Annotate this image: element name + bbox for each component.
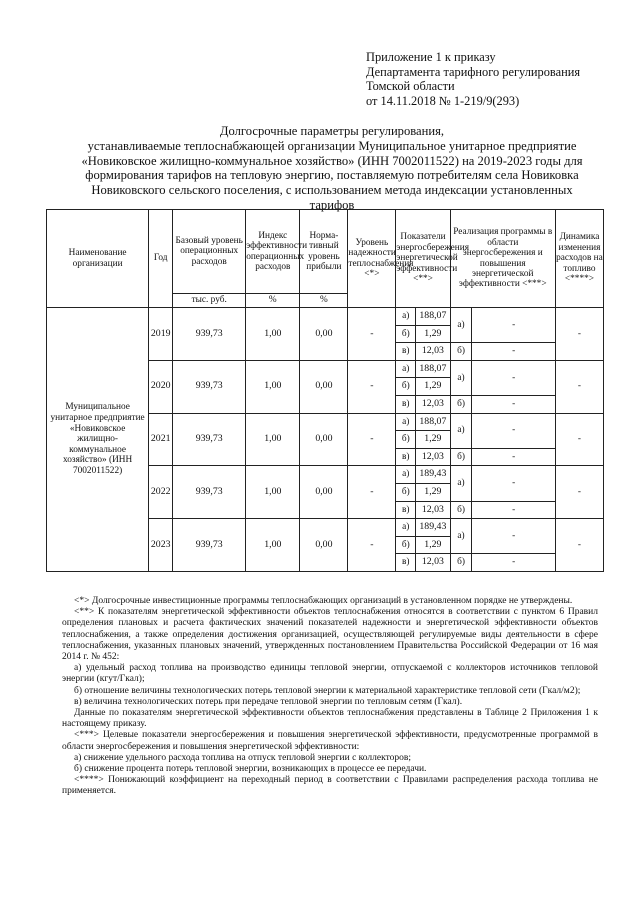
energy-letter-cell: а): [396, 413, 416, 431]
header-index: Индекс эффективности операционных расходов: [246, 210, 300, 294]
title-line: Долгосрочные параметры регулирования,: [219, 124, 445, 138]
energy-value-cell: 12,03: [416, 343, 450, 361]
table-row: [47, 308, 604, 326]
reliability-cell: -: [348, 466, 396, 519]
parameters-table: [46, 209, 604, 572]
footnote-paragraph: а) снижение удельного расхода топлива на отпуск тепловой энергии с коллекторов;: [74, 752, 412, 763]
program-letter-cell: б): [450, 501, 472, 519]
energy-value-cell: 189,43: [416, 466, 450, 484]
energy-letter-cell: б): [396, 431, 416, 449]
base-cost-cell: 939,73: [173, 308, 246, 361]
header-org: Наименование организации: [47, 210, 149, 308]
header-base: Базовый уровень операционных расходов: [173, 210, 246, 294]
unit-profit: %: [300, 294, 348, 308]
year-cell: 2022: [149, 466, 173, 519]
program-letter-cell: а): [450, 360, 472, 395]
program-letter-cell: б): [450, 395, 472, 413]
footnote-paragraph: а) удельный расход топлива на производство единицы тепловой энергии, отпускаемой с коллекторов источников тепловой энергии (кгут/Гкал);: [62, 663, 598, 685]
energy-value-cell: 12,03: [416, 501, 450, 519]
fuel-dynamics-cell: -: [555, 466, 603, 519]
footnote-paragraph: <****> Понижающий коэффициент на переходный период в соответствии с Правилами распределения расхода топлива не применяется.: [62, 775, 598, 797]
title-line: устанавливаемые теплоснабжающей организации Муниципальное унитарное предприятие: [87, 138, 577, 153]
energy-letter-cell: б): [396, 536, 416, 554]
fuel-dynamics-cell: -: [555, 413, 603, 466]
efficiency-index-cell: 1,00: [246, 519, 300, 572]
program-value-cell: -: [472, 554, 555, 572]
energy-value-cell: 188,07: [416, 413, 450, 431]
energy-letter-cell: а): [396, 308, 416, 326]
program-value-cell: -: [472, 466, 555, 501]
title-line: формирования тарифов на тепловую энергию, поставляемую потребителям села Новиковка: [85, 168, 579, 183]
fuel-dynamics-cell: -: [555, 308, 603, 361]
energy-letter-cell: в): [396, 343, 416, 361]
program-value-cell: -: [472, 413, 555, 448]
header-dynamics: Динамика изменения расходов на топливо <****>: [555, 210, 603, 308]
energy-letter-cell: а): [396, 466, 416, 484]
energy-letter-cell: б): [396, 378, 416, 396]
profit-level-cell: 0,00: [300, 308, 348, 361]
header-energy: Показатели энергосбережения энергетической эффективности <**>: [396, 210, 450, 308]
energy-letter-cell: б): [396, 483, 416, 501]
energy-letter-cell: в): [396, 554, 416, 572]
profit-level-cell: 0,00: [300, 519, 348, 572]
appendix-line: Томской области: [366, 79, 455, 93]
energy-value-cell: 188,07: [416, 360, 450, 378]
fuel-dynamics-cell: -: [555, 360, 603, 413]
footnotes: [62, 596, 598, 798]
year-cell: 2019: [149, 308, 173, 361]
program-letter-cell: а): [450, 519, 472, 554]
profit-level-cell: 0,00: [300, 413, 348, 466]
program-value-cell: -: [472, 501, 555, 519]
energy-letter-cell: а): [396, 360, 416, 378]
energy-value-cell: 12,03: [416, 448, 450, 466]
energy-letter-cell: а): [396, 519, 416, 537]
org-name-cell: Муниципальное унитарное предприятие «Новиковское жилищно-коммунальное хозяйство» (ИНН 7002011522): [47, 308, 149, 572]
base-cost-cell: 939,73: [173, 466, 246, 519]
program-letter-cell: а): [450, 466, 472, 501]
reliability-cell: -: [348, 519, 396, 572]
header-year: Год: [149, 210, 173, 308]
footnote-paragraph: в) величина технологических потерь при передаче тепловой энергии по тепловым сетям (Гкал).: [74, 696, 463, 707]
footnote-paragraph: б) снижение процента потерь тепловой энергии, возникающих в процессе ее передачи.: [74, 764, 427, 775]
title-line: «Новиковское жилищно-коммунальное хозяйство» (ИНН 7002011522) на 2019-2023 годы для: [81, 153, 583, 168]
document-title: [62, 124, 602, 213]
base-cost-cell: 939,73: [173, 360, 246, 413]
year-cell: 2020: [149, 360, 173, 413]
program-value-cell: -: [472, 308, 555, 343]
reliability-cell: -: [348, 308, 396, 361]
energy-letter-cell: в): [396, 448, 416, 466]
reliability-cell: -: [348, 413, 396, 466]
energy-value-cell: 12,03: [416, 554, 450, 572]
fuel-dynamics-cell: -: [555, 519, 603, 572]
year-cell: 2021: [149, 413, 173, 466]
energy-letter-cell: б): [396, 325, 416, 343]
header-reliability: Уровень надежности теплоснабжения <*>: [348, 210, 396, 308]
energy-value-cell: 189,43: [416, 519, 450, 537]
unit-base: тыс. руб.: [173, 294, 246, 308]
header-profit: Норма-тивный уровень прибыли: [300, 210, 348, 294]
appendix-line: Приложение 1 к приказу: [366, 50, 496, 64]
energy-value-cell: 1,29: [416, 431, 450, 449]
energy-letter-cell: в): [396, 501, 416, 519]
energy-value-cell: 1,29: [416, 378, 450, 396]
reliability-cell: -: [348, 360, 396, 413]
footnote-paragraph: <***> Целевые показатели энергосбережения и повышения энергетической эффективности, предусмотренные программой в области энергосбережения и повышения энергетической эффективности:: [62, 730, 598, 752]
efficiency-index-cell: 1,00: [246, 413, 300, 466]
program-letter-cell: а): [450, 308, 472, 343]
program-letter-cell: а): [450, 413, 472, 448]
base-cost-cell: 939,73: [173, 519, 246, 572]
footnote-paragraph: Данные по показателям энергетической эффективности объектов теплоснабжения представлены в Таблице 2 Приложения 1 к настоящему приказу.: [62, 708, 598, 730]
title-line: Новиковского сельского поселения, с использованием метода индексации установленных: [91, 183, 573, 198]
unit-index: %: [246, 294, 300, 308]
efficiency-index-cell: 1,00: [246, 308, 300, 361]
program-value-cell: -: [472, 360, 555, 395]
energy-value-cell: 1,29: [416, 483, 450, 501]
header-program: Реализация программы в области энергосбережения и повышения энергетической эффективности <***>: [450, 210, 555, 308]
profit-level-cell: 0,00: [300, 466, 348, 519]
efficiency-index-cell: 1,00: [246, 466, 300, 519]
program-value-cell: -: [472, 343, 555, 361]
title-line: тарифов: [309, 197, 355, 212]
program-value-cell: -: [472, 448, 555, 466]
program-letter-cell: б): [450, 554, 472, 572]
energy-value-cell: 1,29: [416, 325, 450, 343]
energy-value-cell: 188,07: [416, 308, 450, 326]
appendix-line: от 14.11.2018 № 1-219/9(293): [366, 93, 520, 108]
energy-value-cell: 1,29: [416, 536, 450, 554]
appendix-line: Департамента тарифного регулирования: [366, 64, 581, 79]
program-value-cell: -: [472, 395, 555, 413]
appendix-header: [366, 50, 580, 108]
program-value-cell: -: [472, 519, 555, 554]
program-letter-cell: б): [450, 448, 472, 466]
program-letter-cell: б): [450, 343, 472, 361]
efficiency-index-cell: 1,00: [246, 360, 300, 413]
profit-level-cell: 0,00: [300, 360, 348, 413]
footnote-paragraph: <*> Долгосрочные инвестиционные программы теплоснабжающих организаций в установленном порядке не утверждены.: [74, 596, 573, 606]
base-cost-cell: 939,73: [173, 413, 246, 466]
energy-value-cell: 12,03: [416, 395, 450, 413]
energy-letter-cell: в): [396, 395, 416, 413]
footnote-paragraph: <**> К показателям энергетической эффективности объектов теплоснабжения относятся в соответствии с пунктом 6 Правил определения плановых и расчета фактических значений показателей надежности и энергетической эффективности объектов теплоснабжения, а также определения достижения организацией, осуществляющей регулируемые виды деятельности в сфере теплоснабжения, указанных плановых значений, утвержденных постановлением Правительства Российской Федерации от 16 мая 2014 г. № 452:: [62, 607, 598, 663]
year-cell: 2023: [149, 519, 173, 572]
footnote-paragraph: б) отношение величины технологических потерь тепловой энергии к материальной характеристике тепловой сети (Гкал/м2);: [74, 685, 581, 696]
